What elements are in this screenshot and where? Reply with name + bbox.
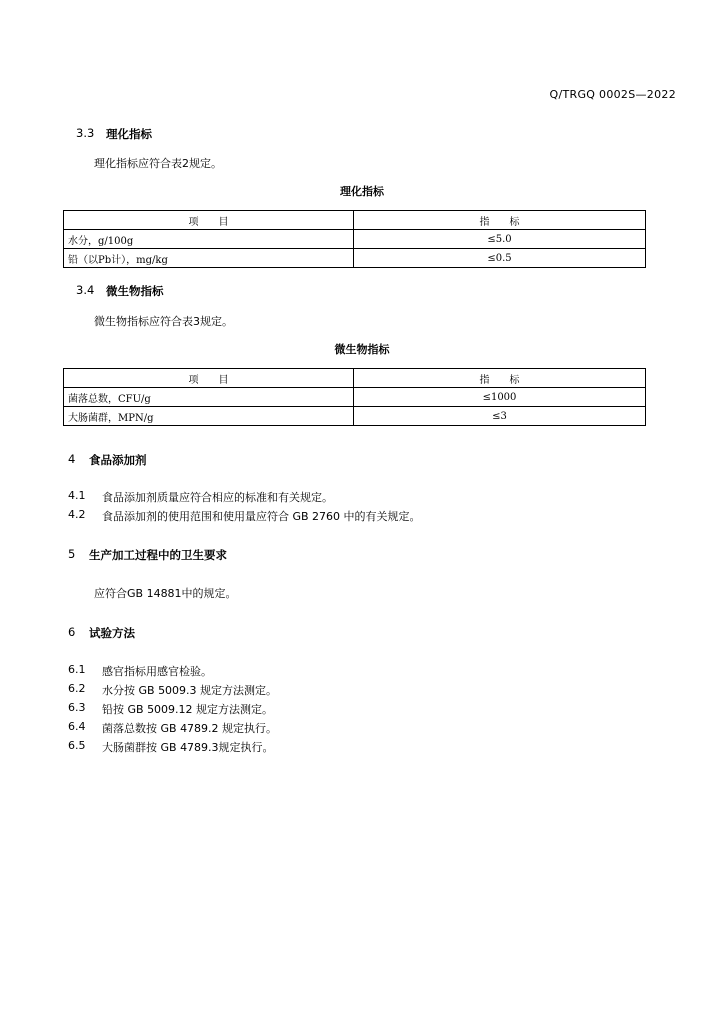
clause-4-2-number: 4.2 [68,508,86,521]
column-header-item: 项 目 [64,369,354,388]
table-cell-value: ≤0.5 [354,249,646,268]
table-row [64,388,646,407]
section-3-3-text: 理化指标应符合表2规定。 [94,157,222,170]
clause-6-5-number: 6.5 [68,739,86,752]
section-6-title: 试验方法 [89,626,135,640]
clause-6-2-text: 水分按 GB 5009.3 规定方法测定。 [102,684,278,697]
table-2-title: 理化指标 [340,185,384,198]
section-3-4-number: 3.4 [76,283,95,297]
clause-6-3-text: 铅按 GB 5009.12 规定方法测定。 [102,703,274,716]
table-row [64,249,646,268]
table-cell-value: ≤5.0 [354,230,646,249]
table-cell-value: ≤3 [354,407,646,426]
table-cell-item: 铅（以Pb计），mg/kg [64,249,354,268]
section-5-title: 生产加工过程中的卫生要求 [89,548,227,562]
section-4-title: 食品添加剂 [89,453,147,467]
clause-4-2-text: 食品添加剂的使用范围和使用量应符合 GB 2760 中的有关规定。 [102,510,421,523]
clause-6-1-text: 感官指标用感官检验。 [102,665,212,678]
table-cell-item: 水分，g/100g [64,230,354,249]
section-3-3-title: 理化指标 [106,127,152,141]
clause-6-4-number: 6.4 [68,720,86,733]
section-3-3-number: 3.3 [76,126,95,140]
clause-6-5-text: 大肠菌群按 GB 4789.3规定执行。 [102,741,274,754]
table-3-title: 微生物指标 [334,343,390,356]
table-cell-item: 菌落总数，CFU/g [64,388,354,407]
clause-4-1-number: 4.1 [68,489,86,502]
table-cell-value: ≤1000 [354,388,646,407]
column-header-item: 项 目 [64,211,354,230]
clause-6-2-number: 6.2 [68,682,86,695]
section-3-4-title: 微生物指标 [106,284,164,298]
section-5-number: 5 [68,547,76,561]
table-cell-item: 大肠菌群，MPN/g [64,407,354,426]
clause-6-4-text: 菌落总数按 GB 4789.2 规定执行。 [102,722,278,735]
table-row [64,230,646,249]
section-3-4-text: 微生物指标应符合表3规定。 [94,315,233,328]
table-microbial [63,368,646,426]
section-6-number: 6 [68,625,76,639]
table-physicochemical [63,210,646,268]
table-row [64,407,646,426]
column-header-value: 指 标 [354,211,646,230]
section-4-number: 4 [68,452,76,466]
clause-6-3-number: 6.3 [68,701,86,714]
section-5-text: 应符合GB 14881中的规定。 [94,587,237,600]
document-number: Q/TRGQ 0002S—2022 [549,88,676,101]
table-header-row [64,369,646,388]
table-header-row [64,211,646,230]
column-header-value: 指 标 [354,369,646,388]
clause-4-1-text: 食品添加剂质量应符合相应的标准和有关规定。 [102,491,333,504]
clause-6-1-number: 6.1 [68,663,86,676]
